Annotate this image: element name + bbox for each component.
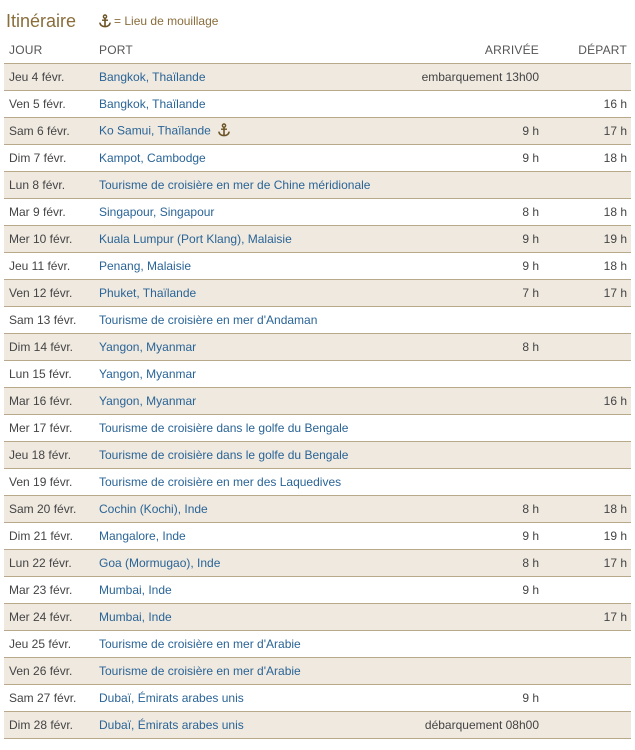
day-cell: Sam 6 févr. — [4, 118, 99, 145]
day-cell: Sam 27 févr. — [4, 685, 99, 712]
departure-cell — [539, 334, 631, 361]
port-cell — [99, 280, 399, 307]
port-link[interactable]: Yangon, Myanmar — [99, 394, 197, 408]
arrival-cell: 8 h — [399, 199, 539, 226]
port-cell — [99, 118, 399, 145]
itinerary-table — [4, 37, 631, 739]
departure-cell — [539, 469, 631, 496]
itinerary-row — [4, 118, 631, 145]
itinerary-rows — [4, 64, 631, 739]
itinerary-row — [4, 145, 631, 172]
day-cell: Dim 14 févr. — [4, 334, 99, 361]
table-header-row — [4, 37, 631, 64]
day-cell: Jeu 25 févr. — [4, 631, 99, 658]
port-cell — [99, 658, 399, 685]
departure-cell — [539, 415, 631, 442]
arrival-cell — [399, 631, 539, 658]
port-link[interactable]: Mumbai, Inde — [99, 610, 172, 624]
day-cell: Mer 17 févr. — [4, 415, 99, 442]
arrival-cell: 8 h — [399, 496, 539, 523]
departure-cell — [539, 631, 631, 658]
day-cell: Jeu 11 févr. — [4, 253, 99, 280]
departure-cell: 18 h — [539, 145, 631, 172]
itinerary-row — [4, 307, 631, 334]
itinerary-row — [4, 91, 631, 118]
departure-cell — [539, 712, 631, 739]
port-cell — [99, 469, 399, 496]
port-cell — [99, 388, 399, 415]
port-link[interactable]: Tourisme de croisière dans le golfe du Bengale — [99, 448, 349, 462]
departure-cell — [539, 658, 631, 685]
port-link[interactable]: Tourisme de croisière en mer d'Andaman — [99, 313, 318, 327]
port-cell — [99, 550, 399, 577]
itinerary-row — [4, 496, 631, 523]
departure-cell: 16 h — [539, 388, 631, 415]
day-cell: Sam 13 févr. — [4, 307, 99, 334]
day-cell: Sam 20 févr. — [4, 496, 99, 523]
itinerary-row — [4, 172, 631, 199]
arrival-cell — [399, 91, 539, 118]
departure-cell: 17 h — [539, 550, 631, 577]
port-link[interactable]: Kuala Lumpur (Port Klang), Malaisie — [99, 232, 292, 246]
arrival-cell — [399, 442, 539, 469]
arrival-cell — [399, 604, 539, 631]
port-link[interactable]: Yangon, Myanmar — [99, 367, 197, 381]
arrival-cell: 9 h — [399, 577, 539, 604]
port-cell — [99, 226, 399, 253]
itinerary-row — [4, 64, 631, 91]
itinerary-row — [4, 280, 631, 307]
port-cell — [99, 712, 399, 739]
port-link[interactable]: Mumbai, Inde — [99, 583, 172, 597]
departure-cell — [539, 361, 631, 388]
departure-cell — [539, 442, 631, 469]
port-cell — [99, 334, 399, 361]
port-link[interactable]: Cochin (Kochi), Inde — [99, 502, 208, 516]
port-cell — [99, 361, 399, 388]
page-title: Itinéraire — [6, 10, 77, 31]
port-link[interactable]: Dubaï, Émirats arabes unis — [99, 718, 244, 732]
anchor-icon — [98, 14, 112, 28]
legend-label: = Lieu de mouillage — [114, 14, 219, 28]
port-cell — [99, 253, 399, 280]
column-header-departure: DÉPART — [539, 37, 631, 64]
itinerary-row — [4, 361, 631, 388]
day-cell: Ven 5 févr. — [4, 91, 99, 118]
day-cell: Ven 19 févr. — [4, 469, 99, 496]
port-link[interactable]: Tourisme de croisière en mer d'Arabie — [99, 664, 301, 678]
arrival-cell: 7 h — [399, 280, 539, 307]
itinerary-row — [4, 199, 631, 226]
departure-cell — [539, 577, 631, 604]
day-cell: Lun 8 févr. — [4, 172, 99, 199]
port-link[interactable]: Yangon, Myanmar — [99, 340, 197, 354]
departure-cell — [539, 172, 631, 199]
port-cell — [99, 307, 399, 334]
day-cell: Mar 16 févr. — [4, 388, 99, 415]
arrival-cell: 9 h — [399, 685, 539, 712]
departure-cell — [539, 685, 631, 712]
port-cell — [99, 91, 399, 118]
itinerary-row — [4, 577, 631, 604]
itinerary-row — [4, 631, 631, 658]
day-cell: Jeu 18 févr. — [4, 442, 99, 469]
port-link[interactable]: Tourisme de croisière en mer des Laquedives — [99, 475, 342, 489]
arrival-cell: 8 h — [399, 550, 539, 577]
port-cell — [99, 685, 399, 712]
departure-cell: 18 h — [539, 496, 631, 523]
itinerary-row — [4, 415, 631, 442]
port-link[interactable]: Penang, Malaisie — [99, 259, 192, 273]
port-cell — [99, 199, 399, 226]
port-link[interactable]: Ko Samui, Thaïlande — [99, 123, 211, 138]
port-link[interactable]: Bangkok, Thaïlande — [99, 97, 206, 111]
departure-cell: 19 h — [539, 523, 631, 550]
arrival-cell — [399, 469, 539, 496]
arrival-cell — [399, 172, 539, 199]
day-cell: Ven 12 févr. — [4, 280, 99, 307]
port-cell — [99, 442, 399, 469]
port-link[interactable]: Bangkok, Thaïlande — [99, 70, 206, 84]
departure-cell: 16 h — [539, 91, 631, 118]
arrival-cell: débarquement 08h00 — [399, 712, 539, 739]
column-header-arrival: ARRIVÉE — [399, 37, 539, 64]
arrival-cell — [399, 307, 539, 334]
arrival-cell — [399, 658, 539, 685]
itinerary-row — [4, 334, 631, 361]
port-link[interactable]: Tourisme de croisière dans le golfe du Bengale — [99, 421, 349, 435]
departure-cell: 17 h — [539, 280, 631, 307]
arrival-cell — [399, 361, 539, 388]
arrival-cell: 9 h — [399, 226, 539, 253]
itinerary-row — [4, 469, 631, 496]
departure-cell — [539, 64, 631, 91]
anchor-legend — [98, 14, 218, 28]
day-cell: Dim 21 févr. — [4, 523, 99, 550]
port-link[interactable]: Mangalore, Inde — [99, 529, 186, 543]
port-link[interactable]: Phuket, Thaïlande — [99, 286, 197, 300]
itinerary-row — [4, 226, 631, 253]
departure-cell — [539, 307, 631, 334]
port-link[interactable]: Tourisme de croisière en mer de Chine méridionale — [99, 178, 371, 192]
port-cell — [99, 172, 399, 199]
itinerary-row — [4, 604, 631, 631]
departure-cell: 17 h — [539, 118, 631, 145]
port-link[interactable]: Goa (Mormugao), Inde — [99, 556, 221, 570]
arrival-cell — [399, 415, 539, 442]
anchor-icon — [217, 123, 231, 140]
itinerary-row — [4, 253, 631, 280]
day-cell: Mer 24 févr. — [4, 604, 99, 631]
port-link[interactable]: Singapour, Singapour — [99, 205, 215, 219]
arrival-cell: 9 h — [399, 523, 539, 550]
port-link[interactable]: Dubaï, Émirats arabes unis — [99, 691, 244, 705]
day-cell: Jeu 4 févr. — [4, 64, 99, 91]
day-cell: Mar 23 févr. — [4, 577, 99, 604]
departure-cell: 18 h — [539, 253, 631, 280]
port-cell — [99, 145, 399, 172]
port-link[interactable]: Kampot, Cambodge — [99, 151, 206, 165]
day-cell: Mar 9 févr. — [4, 199, 99, 226]
arrival-cell — [399, 388, 539, 415]
arrival-cell: 9 h — [399, 145, 539, 172]
port-cell — [99, 577, 399, 604]
day-cell: Dim 7 févr. — [4, 145, 99, 172]
day-cell: Ven 26 févr. — [4, 658, 99, 685]
day-cell: Lun 15 févr. — [4, 361, 99, 388]
column-header-port: PORT — [99, 37, 399, 64]
arrival-cell: 9 h — [399, 253, 539, 280]
itinerary-row — [4, 442, 631, 469]
port-cell — [99, 64, 399, 91]
itinerary-row — [4, 550, 631, 577]
column-header-day: JOUR — [4, 37, 99, 64]
port-cell — [99, 631, 399, 658]
departure-cell: 18 h — [539, 199, 631, 226]
arrival-cell: 9 h — [399, 118, 539, 145]
arrival-cell: embarquement 13h00 — [399, 64, 539, 91]
port-cell — [99, 496, 399, 523]
port-cell — [99, 415, 399, 442]
itinerary-row — [4, 388, 631, 415]
port-link[interactable]: Tourisme de croisière en mer d'Arabie — [99, 637, 301, 651]
day-cell: Dim 28 févr. — [4, 712, 99, 739]
itinerary-row — [4, 712, 631, 739]
port-cell — [99, 604, 399, 631]
day-cell: Mer 10 févr. — [4, 226, 99, 253]
itinerary-header — [6, 9, 218, 33]
itinerary-row — [4, 685, 631, 712]
itinerary-row — [4, 523, 631, 550]
arrival-cell: 8 h — [399, 334, 539, 361]
port-cell — [99, 523, 399, 550]
departure-cell: 19 h — [539, 226, 631, 253]
itinerary-row — [4, 658, 631, 685]
departure-cell: 17 h — [539, 604, 631, 631]
day-cell: Lun 22 févr. — [4, 550, 99, 577]
